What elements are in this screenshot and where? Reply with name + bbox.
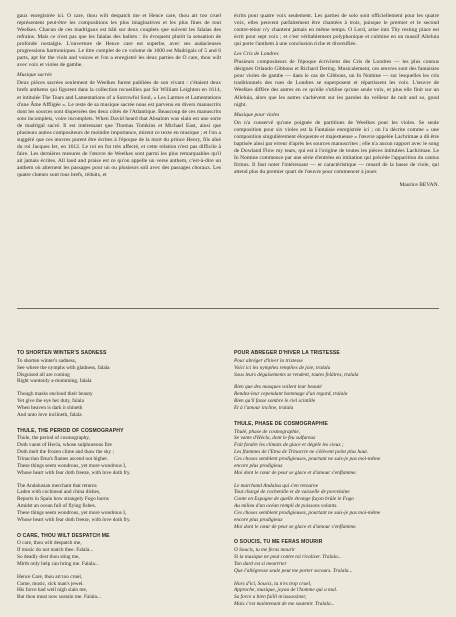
lyric-line: Rendez-leur cependant hommage d'un regard, tralala [234,391,348,398]
essay-right-paragraph: écrits pour quatre voix seulement. Les parties de solo sont officiellement pour les quatre voix, elles peuvent parfaitement être chantées à trois, puisque le premier et le second contre-ténor n'y chantent jamais en même temps. O Lord, arise into Thy resting place est écrit pour sept voix ; et c'est véritablement polyphonique et culmine en un massif Alleluia qui porte l'anthem à une conclusion riche et diversifiée. [234,13,439,48]
lyric-line: And unto love inclineth, falala [17,411,82,418]
lyric-line: Le marchand Andalou qui s'en retourne [234,482,319,489]
lyrics-french-column [234,350,439,617]
lyric-line: Trinacrian Etna's flames ascend not higher. [17,455,109,462]
song-block [234,539,439,608]
lyric-line: These things seem wondrous, yet more wondrous I, [17,509,127,516]
lyric-line: These things seem wondrous, yet more wondrous I, [17,462,127,469]
lyric-line: To shorten winter's sadness, [17,357,77,364]
lyric-line: encore plus prodigieux [234,516,283,523]
lyric-line: Conte en Espagne de quelle étrange façon brûle le Fogo [234,496,354,503]
lyric-line: Moi dont le cœur de peur se glace et d'amour s'enflamme. [234,523,357,530]
lyric-line: Et à l'amour incline, tralala [234,404,294,411]
lyric-line: Sous leurs déguisements se rendent, toutes folâtres, tralala [234,371,359,378]
lyric-line: Ces choses semblent prodigieuses, pourtant ne suis-je pas moi-même [234,455,381,462]
lyric-line: If music do not match thee. Falala... [17,547,94,554]
lyric-line: Mirth only help can bring me. Falala... [17,560,99,567]
song-block [234,350,439,412]
lyric-line: O Soucis, tu me feras mourir [234,547,296,554]
lyric-line: Ton dard est si meurtrier [234,560,287,567]
lyric-line: Thulé, phase de cosmographie, [234,428,301,435]
song-title: THULE, PHASE DE COSMOGRAPHIE [234,420,328,427]
lyric-line: Thule, the period of cosmography, [17,435,90,442]
lyric-line: Hors d'ici, Soucis, tu n'es trop cruel, [234,580,312,587]
section-heading-viol-music: Musique pour violes [234,111,280,118]
lyric-line: Amidst an ocean full of flying fishes. [17,503,96,510]
lyric-line: Though masks encloud their beauty [17,391,93,398]
lyric-line: When heaven is dark it shineth [17,404,83,411]
lyric-line: Doth vaunt of Hecla, whose sulphureous fire [17,442,112,449]
lyric-line: So deadly dost thou sting me, [17,554,80,561]
lyric-line: Doth melt the frozen clime and thaw the sky ; [17,449,114,456]
lyric-line: Si la musique ne peut contre toi rivaliser. Tralala... [234,554,342,561]
lyric-line: But thou must now sustain me. Falala... [17,594,101,601]
essay-right-paragraph: On n'a conservé qu'une poignée de partitions de Weelkes pour les violes. Se seule composition pour six violes est la Fantaisie enregistrée ici ; on l'a décrite comme « une composition singulièrement éloquente et majestueuse » l'œuvre appelée Lachrimae a dû être baptisée ainsi par erreur d'après les sources manuscrites ; elle n'a aucun rapport avec le song de Dowland Flow my tears, qui est à l'origine de toutes les pièces intitulées Lachrimae. Le In Nomine commence par une série d'entrées en imitation qui précède l'apparition du cantus firmus. Il faut noter l'intéressant — et caractéristique — renard de la basse de viole, qui attend plus du premier quart de l'œuvre pour commencer à jouer. [234,119,439,175]
song-title: O SOUCIS, TU ME FERAS MOURIR [234,539,323,546]
lyric-line: Right wantonly a-mumming, falala [17,378,92,385]
lyric-line: Les flammes de l'Etna de Trinacrie ne s'élèvent point plus haut. [234,449,369,456]
lyric-line: Pour abréger d'hiver la tristesse [234,357,303,364]
song-block [17,533,222,602]
lyric-line: Disguised all are coming [17,371,70,378]
lyric-line: encore plus prodigieux [234,462,283,469]
essay-left-paragraph: Deux pièces sacrées seulement de Weelkes furent publiées de son vivant : c'étaient deux brefs anthems qui figurent dans la collection recueillies par Sir William Leighton en 1614, et intitulée The Tears and Lamentations of a Sorrowful Soul, « Les Larmes et Lamentations d'une Âme Affligée ». Le reste de sa musique sacrée nous est parvenu en divers manuscrits dont les sources sont dispersées des deux côtés de l'Atlantique. Beaucoup de ces manuscrits sont incomplets, voire incomplets. When David heard that Absalom was slain est une sorte de madrigal sacré. Il est intéressant que Thomas Tomkins et Michael East, ainsi que plusieurs autres compositeurs de moindre importance, mirent ce texte en musique ; et l'on a suggéré que ces œuvres purent être écrites à l'époque de la mort du prince Henry, fils aîné du roi Jacques Ier, en 1612. Le roi en fut très affecté, et cette relation n'est pas difficile à faire. Les dernières mesures de l'œuvre de Weelkes sont parmi les plus remarquables qu'il ait jamais écrites. All laud and praise est ce qu'on appelle un verse anthem, c'est-à-dire un anthem où alternent les passages pour un ou plusieurs soli avec des passages choraux. Les quatre chœurs sont tous brefs, réduits, et [17,80,221,179]
section-heading-sacred-music: Musique sacrée [17,72,52,79]
lyric-line: Se vante d'Hécla, dont le feu sulfureux [234,435,316,442]
lyric-line: Hence Care, thou art too cruel, [17,573,83,580]
author-signature: Maurice BEVAN. [399,182,439,189]
essay-left-paragraph: gaux enregistrée ici. O care, thou wilt despatch me et Hence care, thou art too cruel représentent peut-être les compositions les plus imaginatives et les plus fines de tout Weelkes. Chacun de ces madrigaux est bâti sur deux couplets que suivent les falalas des refrains. Mais ce n'est pas que les falalas des ballets : ils évoquent plutôt la sensation de profonde nostalgie. L'ouverture de Hence care est superbe, avec ses audacieuses progressions harmoniques. Le titre complet de ce volume de 1600 est Madrigals of 5 and 6 parts, apt for the viols and voices et l'on a enregistré les deux parties de O care, thou wilt avec voix et violes de gambe. [17,13,221,69]
lyric-line: Reports in Spain how strangely Fogo burns [17,496,109,503]
song-title: TO SHORTEN WINTER'S SADNESS [17,350,107,356]
essay-right-paragraph: Plusieurs compositeurs de l'époque écrivirent des Cris de Londres — les plus connus désignés Orlando Gibbons et Richard Dering. Musicalement, ces œuvres sont des fantaisies pour violes de gambe — dans le cas de Gibbons, un In Nomine — sur lesquelles les cris traditionnels des rues de Londres se superposent et répartissent les voix. L'œuvre de Weelkes diffère des autres en ce qu'elle s'utilise qu'une seule voix, et plus elle finit sur un Alleluia, alors que les autres s'achèvent sur les paroles du veilleur de nuit and so, good night. [234,59,439,108]
lyric-line: Whose heart with fear doth freeze, with love doth fry. [17,469,131,476]
lyric-line: Mais c'est maintenant de me soutenir. Tralala... [234,601,335,608]
song-title: THULE, THE PERIOD OF COSMOGRAPHY [17,427,124,434]
song-block [17,428,222,524]
song-block [17,350,222,419]
section-heading-cries-of-london: Les Cris de Londres [234,51,279,58]
lyric-line: Yet give the eye her duty, falala [17,398,84,405]
lyric-line: Sa force a bien failli m'assassiner, [234,594,307,601]
lyrics-english-column [17,350,222,610]
lyric-line: Tout chargé de cochenille et de vaisselle de porcelaine [234,489,350,496]
lyric-line: Moi dont le cœur de peur se glace et d'amour s'enflamme. [234,469,357,476]
lyric-line: Voici ici les nymphes remplies de joie, tralala [234,364,331,371]
section-divider [17,308,439,309]
essay-right-column [234,13,439,189]
lyric-line: Fait fondre les climats de glace et dégèle les cieux ; [234,442,344,449]
lyric-line: Que l'allégresse seule peut me porter secours. Tralala... [234,567,353,574]
lyric-line: Ces choses semblent prodigieuses, pourtant ne suis-je pas moi-même [234,509,381,516]
lyric-line: Whose heart with fear doth freeze, with love doth fry. [17,516,131,523]
lyric-line: Bien qu'il fasse sombre le ciel scintille [234,398,316,405]
lyric-line: Come, music, sick man's jewel. [17,580,84,587]
lyric-line: The Andalusian merchant that returns [17,482,97,489]
essay-left-column [17,13,221,179]
song-block [234,421,439,531]
song-title: O CARE, THOU WILT DESPATCH ME [17,532,110,539]
song-title: POUR ABREGER D'HIVER LA TRISTESSE [234,350,340,356]
lyric-line: O care, thou wilt despatch me, [17,540,82,547]
lyric-line: Au milieu d'un océan rempli de poissons volants. [234,503,338,510]
lyric-line: Bien que des masques voilent leur beauté [234,384,322,391]
lyric-line: His force had well nigh slain me, [17,587,88,594]
lyric-line: See where the nymphs with gladness, falala [17,364,110,371]
lyric-line: Laden with cochineal and china dishes, [17,489,101,496]
lyric-line: Approche, musique, joyau de l'homme qui a mal. [234,587,338,594]
